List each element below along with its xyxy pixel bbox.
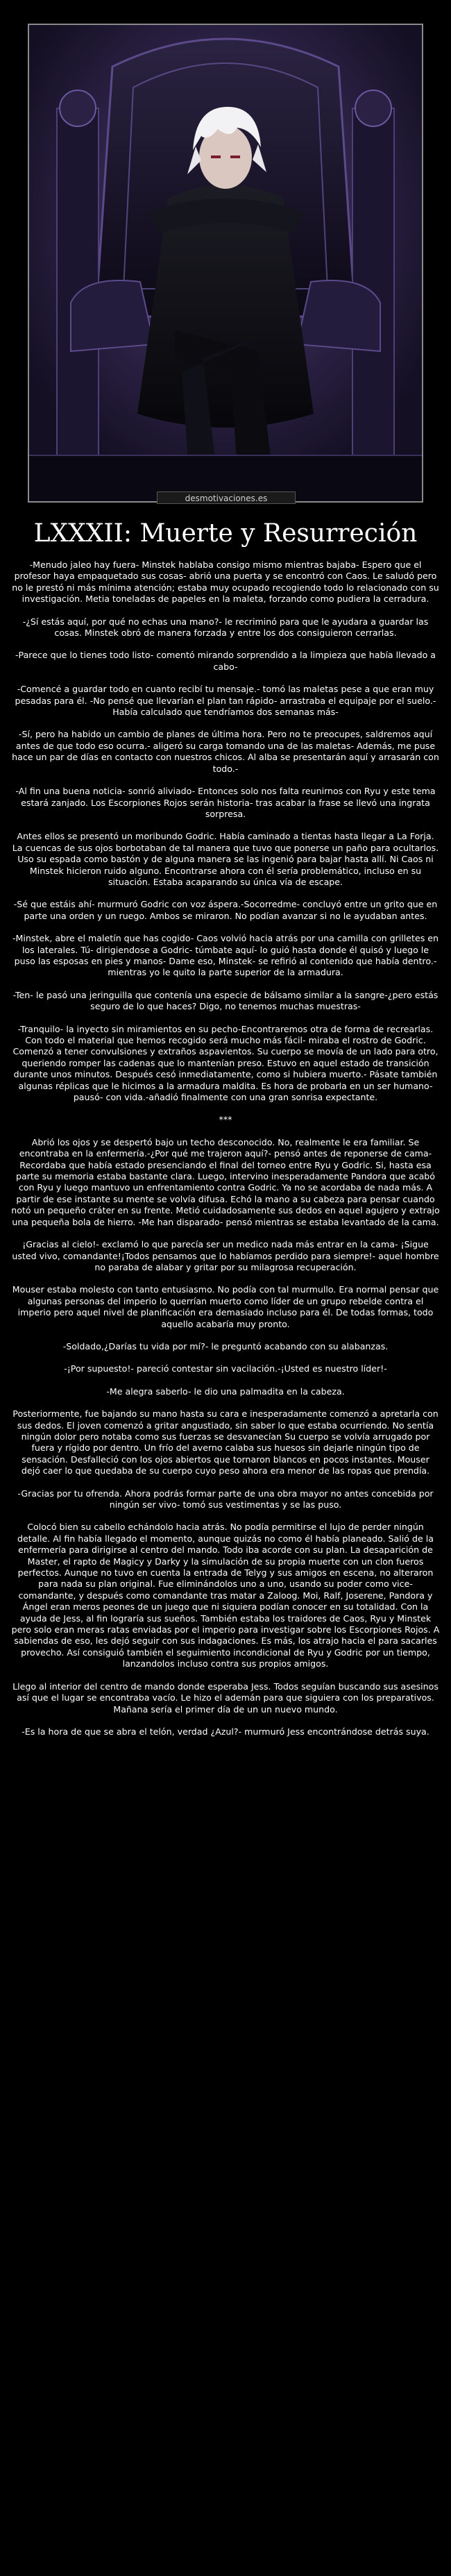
throne-illustration [29,25,422,501]
story-paragraph: Colocó bien su cabello echándolo hacia atrás. No podía permitirse el lujo de perder ningún detalle. Al fin había llegado el momento, aunque quizás no como él había planeado. Salió de la enfermería para dirigirse al centro del mando. Todo iba acorde con su plan. La desaparición de Master, el rapto de Magicy y Darky y la simulación de su propia muerte con un clon fueros perfectos. Aunque no tuvo en cuenta la entrada de Telyg y sus amigos en escena, no alteraron para nada su plan original. Fue eliminándolos uno a uno, usando su poder como vice-comandante, y después como comandante tras matar a Zaloog. Moi, Ralf, Joserene, Pandora y Ángel eran meros peones de un juego que ni siquiera podían conocer en su totalidad. Con la ayuda de Jess, al fin lograría sus sueños. También estaba los traidores de Caos, Ryu y Minstek pero solo eran meras ratas enviadas por el imperio para investigar sobre los Escorpiones Rojos. A sabiendas de eso, les dejó seguir con sus indagaciones. Es más, los atrajo hacia el para sacarles provecho. Así consiguió también el seguimiento incondicional de Ryu y Godric por un tiempo, lanzandolos incluso contra sus propios amigos. [11,1522,440,1669]
chapter-title: LXXXII: Muerte y Resurreción [33,519,418,548]
story-paragraph: -¡Por supuesto!- pareció contestar sin vacilación.-¡Usted es nuestro líder!- [64,1363,387,1374]
story-paragraph: Antes ellos se presentó un moribundo Godric. Había caminado a tientas hasta llegar a La Forja. La cuencas de sus ojos borbotaban de tal manera que tuvo que ponerse un paño para ocultarlos. Uso su espada como bastón y de alguna manera se las ingenió para bajar hasta allí. Ni Caos ni Minstek hicieron ruido alguno. Encontrarse ahora con él sería problemático, incluso en su situación. Estaba acaparando su única vía de escape. [12,831,439,887]
story-paragraph: -Me alegra saberlo- le dio una palmadita en la cabeza. [106,1386,345,1397]
story-paragraph: -Tranquilo- la inyecto sin miramientos en su pecho-Encontraremos otra de forma de recrearlas. Con todo el material que hemos recogido será mucho más fácil- miraba el rostro de Godric. Comenzó a tener convulsiones y extraños aspavientos. Su cuerpo se movía de un lado para otro, queriendo romper las cadenas que lo mantenían preso. Estuvo en aquel estado de transición durante unos minutos. Después cesó inmediatamente, como si hubiera muerto.- Pásate también algunas réplicas que le hicimos a la armadura maldita. Es hora de probarla en un ser humano- pausó- con vida.-añadió finalmente con una gran sonrisa expectante. [12,1023,439,1103]
story-paragraph: -Al fin una buena noticia- sonrió aliviado- Entonces solo nos falta reunirnos con Ryu y este tema estará zanjado. Los Escorpiones Rojos serán historia- tras acabar la frase se llevó una ingrata sorpresa. [15,786,436,819]
story-paragraph: -Gracias por tu ofrenda. Ahora podrás formar parte de una obra mayor no antes concebida por ningún ser vivo- tomó sus vestimentas y se las puso. [17,1488,434,1510]
scene-separator: *** [219,1114,232,1125]
story-paragraph: Abrió los ojos y se despertó bajo un techo desconocido. No, realmente le era familiar. Se encontraba en la enfermería.-¿Por qué me trajeron aquí?- pensó antes de reponerse de cama- Recordaba que había estado presenciando el final del torneo entre Ryu y Godric. Si, hasta esa parte su memoria estaba bastante clara. Luego, intervino inesperadamente Pandora que acabó con Ryu y luego mantuvo un enfrentamiento contra Godric. Ya no se acordaba de nada más. A partir de ese instante su mente se volvía difusa. Echó la mano a su cabeza para pensar cuando notó un pequeño cráter en su frente. Metió cuidadosamente sus dedos en aquel agujero y extrajo una pequeña bola de hierro. -Me han disparado- pensó mientras se estaba levantado de la cama. [11,1136,440,1227]
story-paragraph: Llego al interior del centro de mando donde esperaba Jess. Todos seguían buscando sus asesinos así que el lugar se encontraba vacío. Le hizo el ademán para que siguiera con los preparativos. Mañana sería el primer día de un un nuevo mundo. [12,1681,439,1715]
story-paragraph: -Comencé a guardar todo en cuanto recibí tu mensaje.- tomó las maletas pese a que eran muy pesadas para él. -No pensé que llevarían el plan tan rápido- arrastraba el equipaje por el suelo.- Había calculado que tendríamos dos semanas más- [15,684,436,718]
story-paragraph: -Parece que lo tienes todo listo- comentó mirando sorprendido a la limpieza que había llevado a cabo- [15,650,436,672]
story-paragraph: ¡Gracias al cielo!- exclamó lo que parecía ser un medico nada más entrar en la cama- ¡Sigue usted vivo, comandante!¡Todos pensamos que lo habíamos perdido para siempre!- aquel hombre no paraba de alabar y gritar por su milagrosa recuperación. [12,1239,439,1272]
story-paragraph: -Soldado,¿Darías tu vida por mí?- le preguntó acabando con su alabanzas. [62,1340,389,1352]
story-paragraph: -Sé que estáis ahí- murmuró Godric con voz áspera.-Socorredme- concluyó entre un grito que en parte una orden y un ruego. Ambos se miraron. No podían avanzar si no le ayudaban antes. [13,899,438,921]
story-paragraph: -Ten- le pasó una jeringuilla que contenía una especie de bálsamo similar a la sangre-¿pero estás seguro de lo que haces? Digo, no tenemos muchas muestras- [12,989,439,1012]
story-paragraph: -Es la hora de que se abra el telón, verdad ¿Azul?- murmuró Jess encontrándose detrás suya. [22,1726,429,1737]
story-body [11,559,440,1749]
story-paragraph: Posteriormente, fue bajando su mano hasta su cara e inesperadamente comenzó a apretarla con sus dedos. El joven comenzó a gritar angustiado, sin saber lo que estaba ocurriendo. No sentía ningún dolor pero notaba como sus fuerzas se desvanecían Su cuerpo se volvía arrugado por fuera y rígido por dentro. Un frío del averno calaba sus huesos sin dejarle ningún tipo de sensación. Desfalleció con los ojos abiertos que tornaron blancos en pocos instantes. Mouser dejó caer lo que quedaba de su cuerpo cuyo peso ahora era menor de las ropas que prendía. [12,1408,439,1476]
story-paragraph: Mouser estaba molesto con tanto entusiasmo. No podía con tal murmullo. Era normal pensar que algunas personas del imperio lo querrían muerto como líder de un grupo rebelde contra el imperio pero aquel nivel de planificación era demasiado incluso para él. De todas formas, todo aquello acabaría muy pronto. [12,1284,439,1329]
illustration-frame [28,24,423,503]
watermark-label: desmotivaciones.es [157,491,296,504]
story-paragraph: -Minstek, abre el maletín que has cogido- Caos volvió hacia atrás por una camilla con grilletes en los laterales. Tú- dirigiendose a Godric- túmbate aquí- lo guió hasta donde él quisó y luego le puso las esposas en pies y manos- Dame eso, Minstek- se refirió al contenido que había dentro.- mientras yo le quito la parte superior de la armadura. [12,933,439,978]
story-paragraph: -Menudo jaleo hay fuera- Minstek hablaba consigo mismo mientras bajaba- Espero que el profesor haya empaquetado sus cosas- abrió una puerta y se encontró con Caos. Le saludó pero no le prestó ni más mínima atención; estaba muy ocupado recogiendo todo lo relacionado con su investigación. Metia toneladas de papeles en la maleta, forzando como pudiera la cerradura. [12,559,439,605]
story-paragraph: -¿Sí estás aquí, por qué no echas una mano?- le recriminó para que le ayudara a guardar las cosas. Minstek obró de manera forzada y entre los dos consiguieron cerrarlas. [22,616,429,639]
story-paragraph: -Sí, pero ha habido un cambio de planes de última hora. Pero no te preocupes, saldremos aquí antes de que todo eso ocurra.- aligeró su carga tomando una de las maletas- Además, me puse hace un par de días en contacto con nuestros chicos. Al alba se presentarán aquí y arrasarán con todo.- [12,729,439,774]
